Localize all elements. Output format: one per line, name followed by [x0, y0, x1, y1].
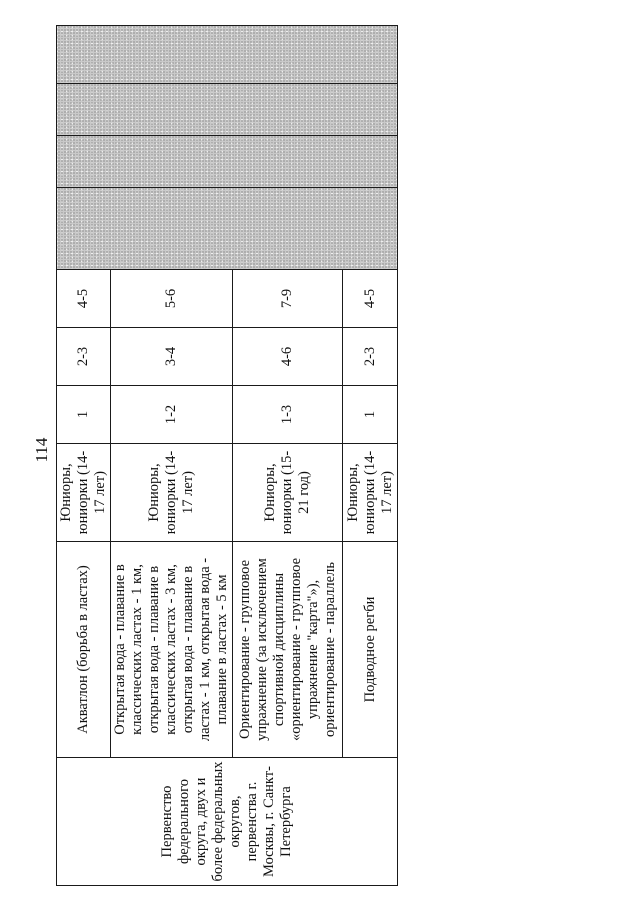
rotated-page	[32, 26, 395, 886]
discipline-cell: Подводное регби	[343, 542, 398, 758]
place-cell-3: 7-9	[233, 270, 343, 328]
discipline-cell: Ориентирование - групповое упражнение (за исключением спортивной дисциплины «ориентирование - групповое упражнение "карта"»), ориентирование - параллель	[233, 542, 343, 758]
sports-ranking-table	[56, 25, 398, 886]
place-cell-2: 4-6	[233, 328, 343, 386]
discipline-cell: Акватлон (борьба в ластах)	[57, 542, 111, 758]
shaded-cell	[57, 188, 398, 270]
age-group-cell: Юниоры, юниорки (14-17 лет)	[57, 444, 111, 542]
place-cell-2: 3-4	[111, 328, 233, 386]
competition-cell: Первенство федерального округа, двух и более федеральных округов, первенства г. Москвы, г. Санкт-Петербурга	[57, 758, 398, 886]
discipline-cell: Открытая вода - плавание в классических ластах - 1 км, открытая вода - плавание в классических ластах - 3 км, открытая вода - плавание в ластах - 1 км, открытая вода - плавание в ластах - 5 км	[111, 542, 233, 758]
place-cell-1: 1-2	[111, 386, 233, 444]
place-cell-2: 2-3	[343, 328, 398, 386]
place-cell-3: 4-5	[57, 270, 111, 328]
place-cell-3: 4-5	[343, 270, 398, 328]
age-group-cell: Юниоры, юниорки (14-17 лет)	[343, 444, 398, 542]
place-cell-1: 1	[57, 386, 111, 444]
shaded-cell	[57, 26, 398, 84]
age-group-cell: Юниоры, юниорки (15-21 год)	[233, 444, 343, 542]
table-row	[57, 26, 111, 886]
page-number: 114	[32, 437, 51, 463]
place-cell-1: 1-3	[233, 386, 343, 444]
shaded-cell	[57, 136, 398, 188]
place-cell-3: 5-6	[111, 270, 233, 328]
place-cell-2: 2-3	[57, 328, 111, 386]
place-cell-1: 1	[343, 386, 398, 444]
shaded-cell	[57, 84, 398, 136]
age-group-cell: Юниоры, юниорки (14-17 лет)	[111, 444, 233, 542]
